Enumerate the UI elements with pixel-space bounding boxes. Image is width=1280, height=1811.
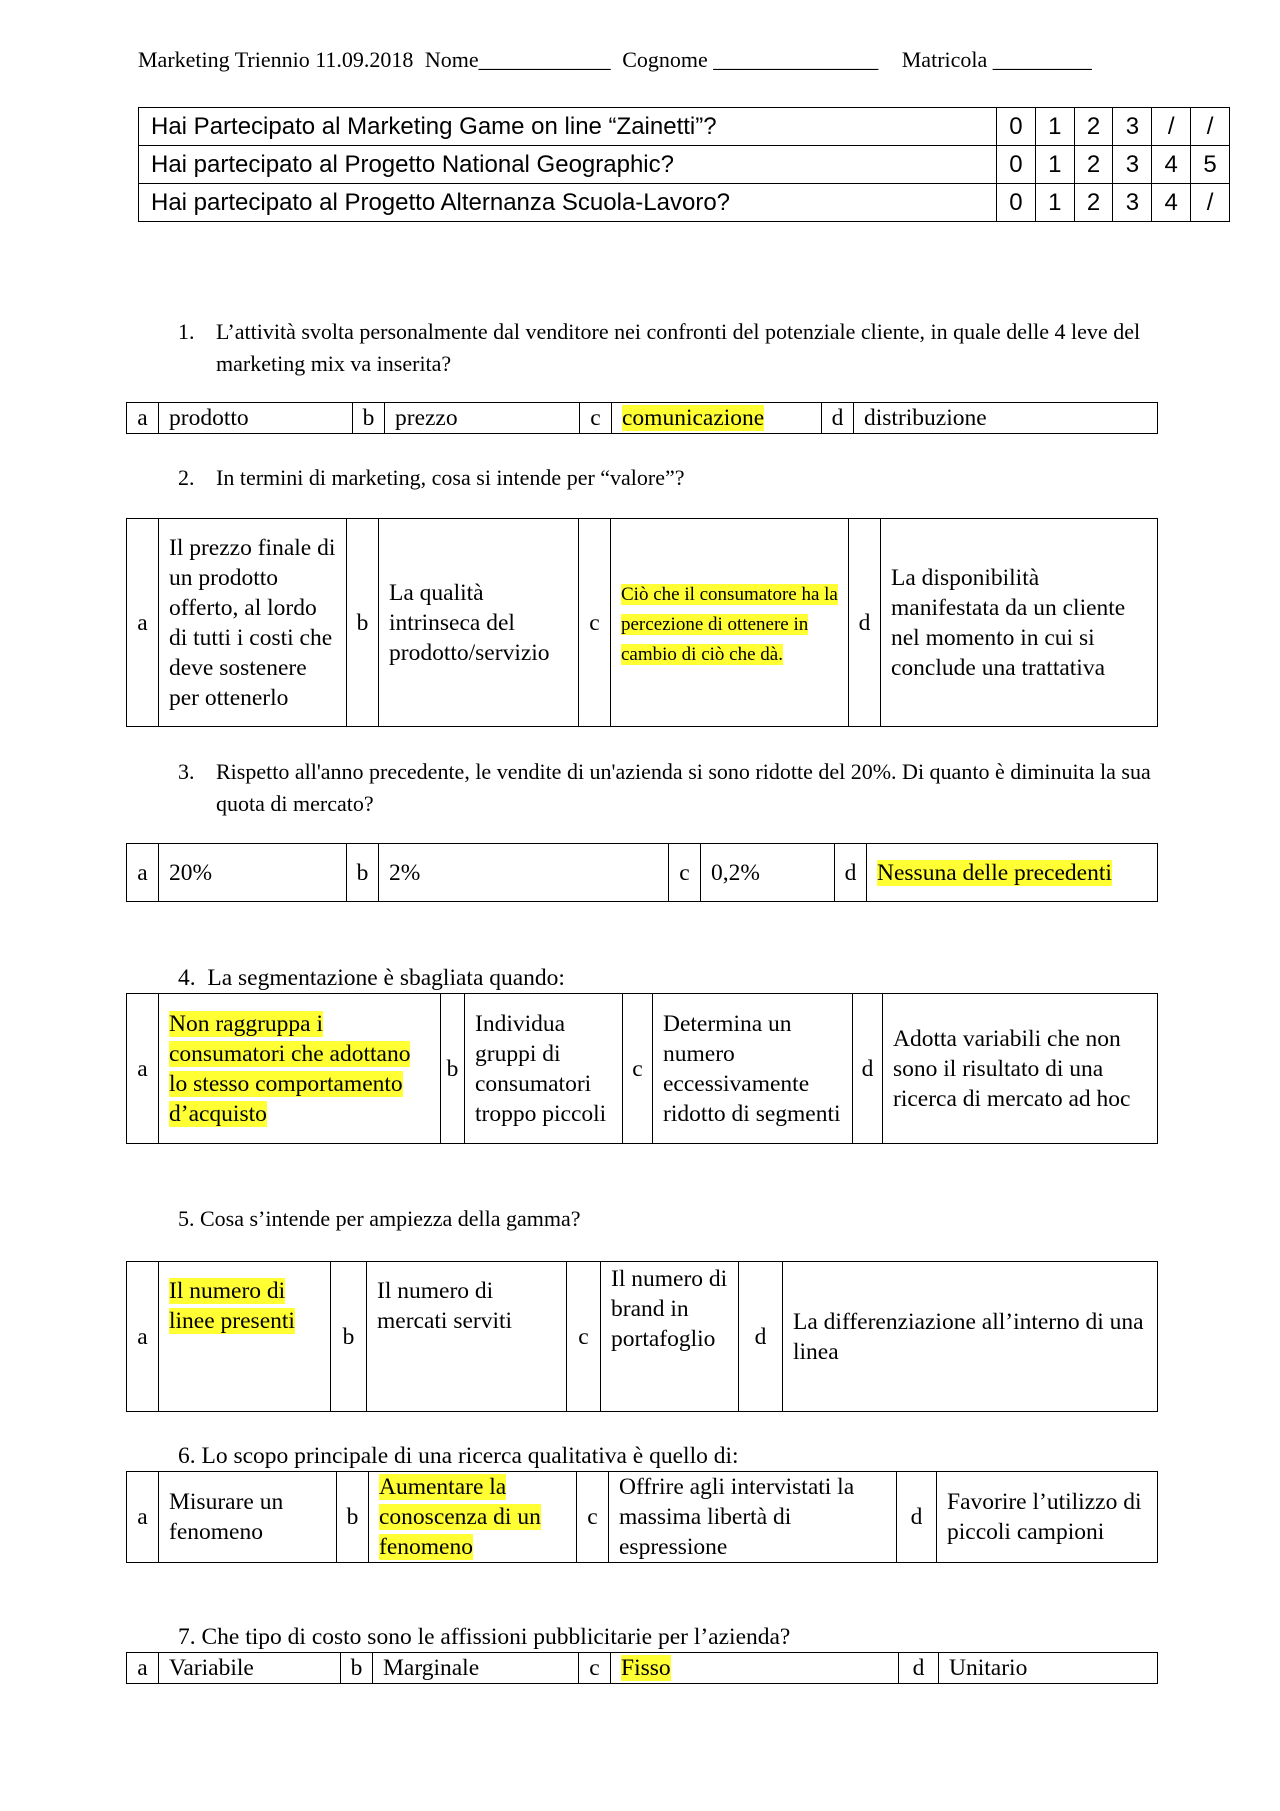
participation-option[interactable]: 4	[1152, 146, 1191, 184]
option-letter: d	[822, 403, 854, 434]
option-letter: d	[897, 1472, 937, 1563]
option-letter: b	[347, 519, 379, 727]
option-letter: a	[127, 1653, 159, 1684]
participation-row	[139, 184, 1230, 222]
option-letter: b	[331, 1262, 367, 1412]
question-2-text: In termini di marketing, cosa si intende per “valore”?	[216, 465, 685, 490]
question-6-options	[126, 1471, 1158, 1563]
option-letter: b	[341, 1653, 373, 1684]
option-letter: b	[441, 994, 465, 1144]
option-letter: d	[835, 844, 867, 902]
option-letter: b	[347, 844, 379, 902]
option-a[interactable]	[159, 994, 441, 1144]
option-c[interactable]: Determina un numero eccessivamente ridotto di segmenti	[653, 994, 853, 1144]
highlighted-answer: Ciò che il consumatore ha la percezione di ottenere in cambio di ciò che dà.	[621, 583, 838, 665]
option-b[interactable]: Individua gruppi di consumatori troppo piccoli	[465, 994, 623, 1144]
question-4-heading	[178, 963, 565, 993]
highlighted-answer: Fisso	[621, 1655, 671, 1681]
option-a[interactable]: Misurare un fenomeno	[159, 1472, 337, 1563]
option-letter: d	[899, 1653, 939, 1684]
participation-option[interactable]: /	[1191, 184, 1230, 222]
option-d[interactable]: La differenziazione all’interno di una linea	[783, 1262, 1158, 1412]
option-c[interactable]	[612, 403, 822, 434]
participation-option[interactable]: 1	[1035, 184, 1074, 222]
participation-option[interactable]: 4	[1152, 184, 1191, 222]
option-letter: c	[623, 994, 653, 1144]
question-number: 4.	[178, 965, 196, 991]
option-letter: c	[577, 1472, 609, 1563]
option-d[interactable]: La disponibilità manifestata da un cliente nel momento in cui si conclude una trattativa	[881, 519, 1158, 727]
option-letter: d	[853, 994, 883, 1144]
participation-option[interactable]: /	[1191, 108, 1230, 146]
option-c[interactable]	[611, 1653, 899, 1684]
option-c[interactable]: Offrire agli intervistati la massima libertà di espressione	[609, 1472, 897, 1563]
option-letter: c	[579, 519, 611, 727]
option-letter: a	[127, 519, 159, 727]
question-5-text: Cosa s’intende per ampiezza della gamma?	[200, 1206, 581, 1231]
participation-option[interactable]: 0	[997, 184, 1036, 222]
question-5-heading	[178, 1204, 581, 1234]
question-2-options	[126, 518, 1158, 727]
option-letter: a	[127, 403, 159, 434]
question-number: 3.	[178, 759, 195, 784]
course-title: Marketing Triennio 11.09.2018	[138, 47, 414, 72]
option-letter: a	[127, 1262, 159, 1412]
highlighted-answer: Non raggruppa i consumatori che adottano lo stesso comportamento d’acquisto	[169, 1010, 411, 1127]
question-4-text: La segmentazione è sbagliata quando:	[207, 965, 565, 991]
option-b[interactable]: 2%	[379, 844, 669, 902]
option-b[interactable]: La qualità intrinseca del prodotto/servizio	[379, 519, 579, 727]
highlighted-answer: Aumentare la conoscenza di un fenomeno	[379, 1474, 541, 1560]
participation-option[interactable]: 3	[1113, 146, 1152, 184]
participation-option[interactable]: 1	[1035, 108, 1074, 146]
participation-option[interactable]: 2	[1074, 184, 1113, 222]
option-a[interactable]	[159, 1262, 331, 1412]
participation-row	[139, 146, 1230, 184]
participation-question: Hai Partecipato al Marketing Game on line “Zainetti”?	[139, 108, 997, 146]
option-c[interactable]: 0,2%	[701, 844, 835, 902]
highlighted-answer: Il numero di linee presenti	[169, 1278, 295, 1334]
participation-option[interactable]: /	[1152, 108, 1191, 146]
option-a[interactable]: Il prezzo finale di un prodotto offerto, al lordo di tutti i costi che deve sostenere per ottenerlo	[159, 519, 347, 727]
matricola-field: Matricola _________	[901, 47, 1092, 72]
option-letter: a	[127, 994, 159, 1144]
question-number: 2.	[178, 465, 195, 490]
option-letter: d	[849, 519, 881, 727]
participation-option[interactable]: 0	[997, 108, 1036, 146]
question-1-text: L’attività svolta personalmente dal venditore nei confronti del potenziale cliente, in quale delle 4 leve del marketing mix va inserita?	[216, 319, 1141, 376]
question-number: 1.	[178, 319, 195, 344]
option-b[interactable]: Il numero di mercati serviti	[367, 1262, 567, 1412]
option-letter: d	[739, 1262, 783, 1412]
option-letter: b	[353, 403, 385, 434]
participation-option[interactable]: 3	[1113, 184, 1152, 222]
participation-question: Hai partecipato al Progetto Alternanza Scuola-Lavoro?	[139, 184, 997, 222]
participation-row	[139, 108, 1230, 146]
option-a[interactable]: Variabile	[159, 1653, 341, 1684]
participation-option[interactable]: 1	[1035, 146, 1074, 184]
option-a[interactable]: 20%	[159, 844, 347, 902]
option-d[interactable]: Unitario	[939, 1653, 1158, 1684]
option-letter: a	[127, 1472, 159, 1563]
option-letter: c	[567, 1262, 601, 1412]
question-6-heading	[178, 1441, 739, 1471]
option-letter: a	[127, 844, 159, 902]
question-4-options	[126, 993, 1158, 1144]
question-6-text: Lo scopo principale di una ricerca qualitativa è quello di:	[201, 1443, 739, 1469]
participation-question: Hai partecipato al Progetto National Geographic?	[139, 146, 997, 184]
question-7-options	[126, 1652, 1158, 1684]
participation-option[interactable]: 3	[1113, 108, 1152, 146]
highlighted-answer: Nessuna delle precedenti	[877, 859, 1112, 886]
participation-option[interactable]: 2	[1074, 108, 1113, 146]
option-b[interactable]: prezzo	[385, 403, 580, 434]
participation-option[interactable]: 2	[1074, 146, 1113, 184]
question-number: 6.	[178, 1443, 196, 1469]
highlighted-answer: comunicazione	[622, 405, 765, 431]
nome-field: Nome____________	[424, 47, 611, 72]
question-3-options	[126, 843, 1158, 902]
option-d[interactable]	[867, 844, 1158, 902]
option-a[interactable]: prodotto	[159, 403, 353, 434]
option-d[interactable]: Favorire l’utilizzo di piccoli campioni	[937, 1472, 1158, 1563]
participation-option[interactable]: 0	[997, 146, 1036, 184]
exam-header	[138, 47, 1098, 73]
cognome-field: Cognome _______________	[622, 47, 879, 72]
option-c[interactable]	[611, 519, 849, 727]
question-1-options	[126, 402, 1158, 434]
option-d[interactable]: Adotta variabili che non sono il risultato di una ricerca di mercato ad hoc	[883, 994, 1158, 1144]
participation-table	[138, 107, 1230, 222]
option-letter: c	[580, 403, 612, 434]
question-3-text: Rispetto all'anno precedente, le vendite di un'azienda si sono ridotte del 20%. Di quanto è diminuita la sua quota di mercato?	[216, 759, 1151, 816]
question-7-heading	[178, 1622, 790, 1652]
option-letter: c	[669, 844, 701, 902]
question-number: 7.	[178, 1624, 196, 1650]
option-c[interactable]: Il numero di brand in portafoglio	[601, 1262, 739, 1412]
question-5-options	[126, 1261, 1158, 1412]
option-d[interactable]: distribuzione	[854, 403, 1158, 434]
option-b[interactable]: Marginale	[373, 1653, 579, 1684]
question-number: 5.	[178, 1206, 195, 1231]
option-letter: c	[579, 1653, 611, 1684]
participation-option[interactable]: 5	[1191, 146, 1230, 184]
option-letter: b	[337, 1472, 369, 1563]
option-b[interactable]	[369, 1472, 577, 1563]
question-7-text: Che tipo di costo sono le affissioni pubblicitarie per l’azienda?	[201, 1624, 791, 1650]
